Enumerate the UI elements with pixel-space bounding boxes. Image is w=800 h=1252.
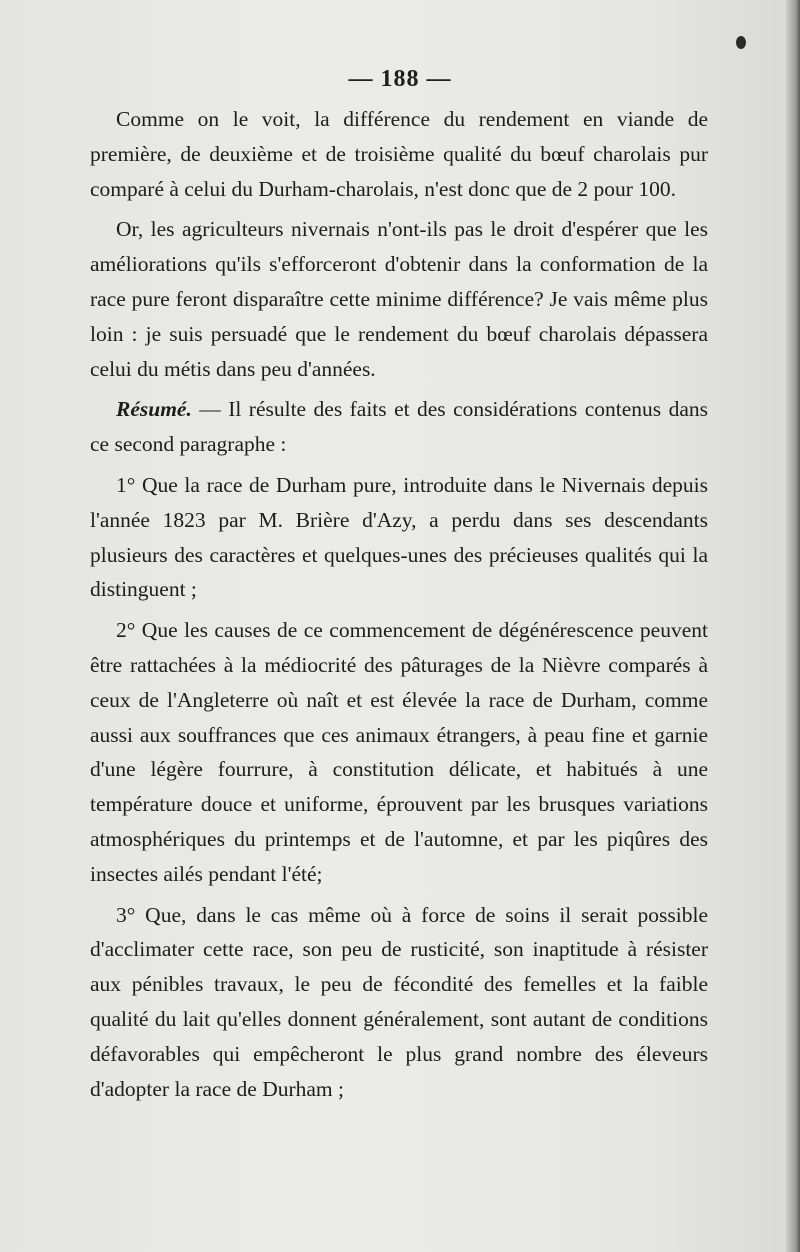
summary-label: Résumé. [116, 397, 192, 422]
body-text [90, 102, 708, 1112]
paragraph-2: Or, les agriculteurs nivernais n'ont-ils pas le droit d'espérer que les améliorations qu'ils s'efforceront d'obtenir dans la conformation de la race pure feront disparaître cette minime différence? Je vais même plus loin : je suis persuadé que le rendement du bœuf charolais dépassera celui du métis dans peu d'années. [90, 217, 708, 381]
summary-item-1: 1° Que la race de Durham pure, introduite dans le Nivernais depuis l'année 1823 par M. Brière d'Azy, a perdu dans ses descendants plusieurs des caractères et quelques-unes des précieuses qualités qui la distinguent ; [90, 472, 708, 602]
summary-text: — Il résulte des faits et des considérations contenus dans ce second paragraphe : [90, 397, 708, 457]
summary-item-3: 3° Que, dans le cas même où à force de soins il serait possible d'acclimater cette race, son peu de rusticité, son inaptitude à résister aux pénibles travaux, le peu de fécondité des femelles et la faible qualité du lait qu'elles donnent généralement, sont autant de conditions défavorables qui empêcheront le plus grand nombre des éleveurs d'adopter la race de Durham ; [90, 902, 708, 1101]
page-number: — 188 — [348, 66, 452, 92]
ink-spot [736, 36, 746, 49]
summary-item-2: 2° Que les causes de ce commencement de dégénérescence peuvent être rattachées à la médiocrité des pâturages de la Nièvre comparés à ceux de l'Angleterre où naît et est élevée la race de Durham, comme aussi aux souffrances que ces animaux étrangers, à peau fine et garnie d'une légère fourrure, à constitution délicate, et habitués à une température douce et uniforme, éprouvent par les brusques variations atmosphériques du printemps et de l'automne, et par les piqûres des insectes ailés pendant l'été; [90, 618, 708, 886]
paragraph-summary [90, 392, 708, 462]
page-binding-shadow [786, 0, 800, 1252]
paragraph-1: Comme on le voit, la différence du rendement en viande de première, de deuxième et de troisième qualité du bœuf charolais pur comparé à celui du Durham-charolais, n'est donc que de 2 pour 100. [90, 107, 708, 201]
